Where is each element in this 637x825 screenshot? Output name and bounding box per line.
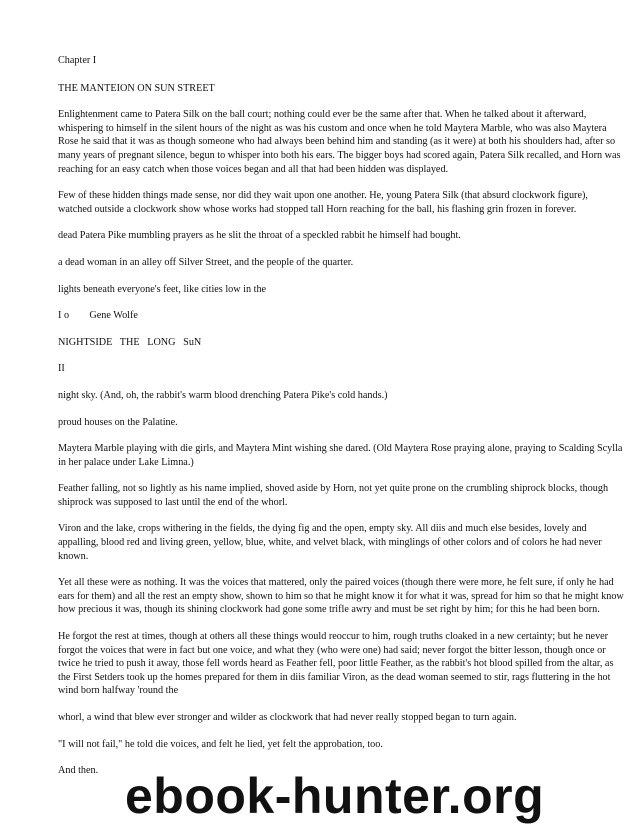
paragraph: lights beneath everyone's feet, like cities low in the [58, 283, 267, 295]
paragraph: He forgot the rest at times, though at others all these things would reoccur to him, rough truths cloaked in a new certainty; but he never forgot the voices that were in fact but one voice, and what they (who were one) had said; never forgot the bitter lesson, though once or twice he tried to push it away, those fell words heard as Feather fell, poor little Feather, as the rabbit's hot blood spilled from the altar, as the First Setders took up the homes prepared for them in diis familiar Viron, as the dead woman seemed to stir, rags fluttering in the hot wind born halfway 'round the [58, 631, 614, 697]
running-header-text: I o Gene Wolfe [58, 310, 138, 322]
paragraph: Viron and the lake, crops withering in the fields, the dying fig and the open, empty sky. All diis and much else besides, lovely and appalling, blood red and living green, yellow, blue, white, and velvet black, with minglings of other colors and of colors he had never known. [58, 523, 602, 562]
document-page [58, 54, 624, 791]
paragraph: Enlightenment came to Patera Silk on the ball court; nothing could ever be the same after that. When he talked about it afterward, whispering to himself in the silent hours of the night as was his custom and once when he told Maytera Marble, who was also Maytera Rose he said that it was as though someone who had always been behind him and standing (as it were) at both his shoulders had, after so many years of pregnant silence, begun to whisper into both his ears. The bigger boys had scored again, Patera Silk recalled, and Horn was reaching for an easy catch when those voices began and all that had been hidden was displayed. [58, 109, 621, 175]
paragraph: proud houses on the Palatine. [58, 416, 178, 428]
page-number: II [58, 363, 65, 375]
watermark-text: ebook-hunter.org [125, 768, 545, 824]
paragraph: a dead woman in an alley off Silver Street, and the people of the quarter. [58, 256, 354, 268]
paragraph: Feather falling, not so lightly as his name implied, shoved aside by Horn, not yet quite prone on the crumbling shiprock blocks, though shiprock was supposed to last until the end of the whorl. [58, 483, 609, 508]
paragraph: Few of these hidden things made sense, nor did they wait upon one another. He, young Patera Silk (that absurd clockwork figure), watched outside a clockwork show whose works had stopped tall Horn reaching for the ball, his flashing grin frozen in forever. [58, 190, 588, 215]
running-header [58, 309, 624, 323]
running-title [58, 336, 624, 350]
chapter-title: THE MANTEION ON SUN STREET [58, 82, 215, 94]
chapter-heading: Chapter I [58, 55, 97, 66]
paragraph: dead Patera Pike mumbling prayers as he slit the throat of a speckled rabbit he himself had bought. [58, 230, 461, 242]
paragraph: night sky. (And, oh, the rabbit's warm blood drenching Patera Pike's cold hands.) [58, 389, 388, 401]
paragraph: Yet all these were as nothing. It was the voices that mattered, only the paired voices (though there were more, he felt sure, if only he had ears for them) and all the rest an empty show, shown to him so that he might know it for what it was, spread for him so that he might know how precious it was, though its shining clockwork had gone some trifle awry and must be set right by him; for this he had been born. [58, 577, 624, 616]
running-title-text: NIGHTSIDE THE LONG SuN [58, 336, 202, 348]
paragraph: Maytera Marble playing with die girls, and Maytera Mint wishing she dared. (Old Maytera Rose praying alone, praying to Scalding Scylla in her palace under Lake Limna.) [58, 443, 623, 468]
paragraph: "I will not fail," he told die voices, and felt he lied, yet felt the approbation, too. [58, 738, 383, 750]
paragraph: whorl, a wind that blew ever stronger and wilder as clockwork that had never really stopped began to turn again. [58, 712, 517, 723]
paragraph: And then. [58, 765, 99, 777]
